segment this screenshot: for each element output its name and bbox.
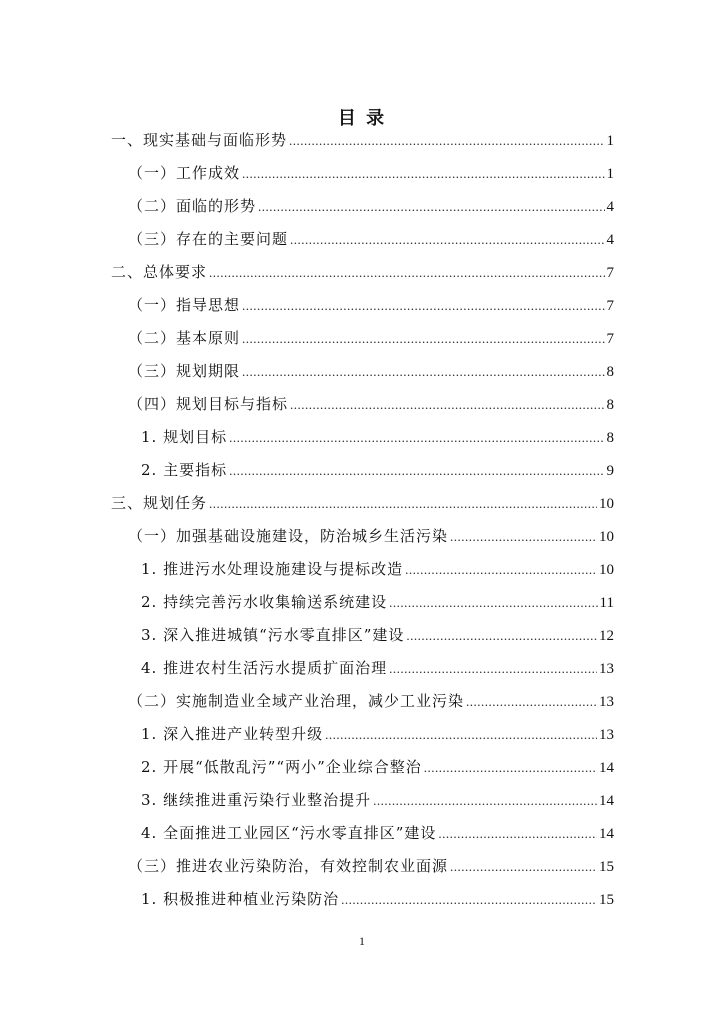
toc-entry[interactable] xyxy=(128,228,614,250)
toc-entry[interactable] xyxy=(141,657,614,679)
toc-entry[interactable] xyxy=(141,822,614,844)
toc-leader-dots xyxy=(290,229,604,251)
toc-entry-label: （二）实施制造业全域产业治理，减少工业污染 xyxy=(128,692,465,710)
toc-entry-page: 13 xyxy=(599,694,614,710)
toc-leader-dots xyxy=(389,658,597,680)
toc-entry-label: 1. 推进污水处理设施建设与提标改造 xyxy=(141,560,404,578)
toc-leader-dots xyxy=(229,427,604,449)
toc-entry-page: 9 xyxy=(606,463,614,479)
toc-leader-dots xyxy=(405,559,597,581)
toc-entry-page: 14 xyxy=(599,826,614,842)
page-number: 1 xyxy=(359,934,365,948)
toc-entry-label: 2. 开展“低散乱污”“两小”企业综合整治 xyxy=(141,758,422,776)
toc-leader-dots xyxy=(229,460,604,482)
toc-leader-dots xyxy=(209,493,597,515)
toc-entry[interactable] xyxy=(128,525,614,547)
toc-entry-label: 2. 主要指标 xyxy=(141,461,228,479)
toc-leader-dots xyxy=(466,691,597,713)
toc-entry[interactable] xyxy=(128,855,614,877)
toc-leader-dots xyxy=(209,262,604,284)
toc-entry-label: （三）规划期限 xyxy=(128,362,241,380)
toc-entry-label: 4. 全面推进工业园区“污水零直排区”建设 xyxy=(141,824,437,842)
toc-leader-dots xyxy=(373,790,597,812)
toc-entry[interactable] xyxy=(141,624,614,646)
toc-entry[interactable] xyxy=(111,492,614,514)
toc-leader-dots xyxy=(290,394,604,416)
toc-entry-page: 12 xyxy=(599,628,614,644)
toc-entry-label: 二、总体要求 xyxy=(111,263,208,281)
toc-entry-page: 13 xyxy=(599,727,614,743)
toc-leader-dots xyxy=(289,130,604,152)
toc-entry-page: 7 xyxy=(606,298,614,314)
toc-entry-label: 1. 规划目标 xyxy=(141,428,228,446)
toc-entry-page: 7 xyxy=(606,265,614,281)
toc-entry-label: 三、规划任务 xyxy=(111,494,208,512)
toc-leader-dots xyxy=(406,625,597,647)
toc-leader-dots xyxy=(325,724,597,746)
toc-entry-label: 1. 深入推进产业转型升级 xyxy=(141,725,324,743)
toc-entry-page: 10 xyxy=(599,496,614,512)
toc-entry[interactable] xyxy=(111,261,614,283)
toc-entry-label: 1. 积极推进种植业污染防治 xyxy=(141,890,340,908)
toc-entry-page: 15 xyxy=(599,892,614,908)
toc-entry[interactable] xyxy=(141,723,614,745)
toc-leader-dots xyxy=(424,757,597,779)
toc-entry[interactable] xyxy=(141,591,614,613)
toc-entry-label: （一）加强基础设施建设，防治城乡生活污染 xyxy=(128,527,449,545)
toc-entry[interactable] xyxy=(141,426,614,448)
toc-entry-page: 8 xyxy=(606,430,614,446)
toc-entry[interactable] xyxy=(141,558,614,580)
toc-entry[interactable] xyxy=(128,393,614,415)
toc-entry[interactable] xyxy=(111,129,614,151)
toc-entry-label: （二）基本原则 xyxy=(128,329,241,347)
toc-entry-label: 3. 继续推进重污染行业整治提升 xyxy=(141,791,372,809)
toc-entry-page: 13 xyxy=(599,661,614,677)
toc-entry-label: （二）面临的形势 xyxy=(128,197,257,215)
toc-leader-dots xyxy=(242,361,604,383)
toc-entry-label: 4. 推进农村生活污水提质扩面治理 xyxy=(141,659,388,677)
toc-entry[interactable] xyxy=(128,195,614,217)
toc-entry-page: 1 xyxy=(606,133,614,149)
toc-entry-page: 1 xyxy=(606,166,614,182)
toc-entry[interactable] xyxy=(128,327,614,349)
toc-entry[interactable] xyxy=(128,162,614,184)
toc-leader-dots xyxy=(450,856,597,878)
toc-entry-page: 7 xyxy=(606,331,614,347)
toc-entry-page: 11 xyxy=(599,595,614,611)
toc-title: 目 录 xyxy=(337,108,387,129)
toc-entry[interactable] xyxy=(128,360,614,382)
toc-leader-dots xyxy=(242,163,604,185)
toc-entry[interactable] xyxy=(141,888,614,910)
toc-entry-label: （一）工作成效 xyxy=(128,164,241,182)
toc-entry-page: 8 xyxy=(606,397,614,413)
toc-leader-dots xyxy=(258,196,604,218)
toc-entry-label: （一）指导思想 xyxy=(128,296,241,314)
toc-entry[interactable] xyxy=(128,690,614,712)
toc-leader-dots xyxy=(242,295,604,317)
toc-leader-dots xyxy=(389,592,597,614)
toc-leader-dots xyxy=(242,328,604,350)
toc-leader-dots xyxy=(341,889,597,911)
toc-leader-dots xyxy=(438,823,597,845)
toc-entry[interactable] xyxy=(128,294,614,316)
toc-entry-page: 14 xyxy=(599,793,614,809)
toc-entry-page: 4 xyxy=(606,199,614,215)
toc-entry-label: 一、现实基础与面临形势 xyxy=(111,131,288,149)
toc-entry-page: 14 xyxy=(599,760,614,776)
toc-entry-page: 10 xyxy=(599,562,614,578)
toc-entry-page: 10 xyxy=(599,529,614,545)
toc-entry-page: 15 xyxy=(599,859,614,875)
toc-entry-label: 2. 持续完善污水收集输送系统建设 xyxy=(141,593,388,611)
toc-entry-page: 8 xyxy=(606,364,614,380)
toc-entry-label: 3. 深入推进城镇“污水零直排区”建设 xyxy=(141,626,405,644)
toc-entry-label: （三）推进农业污染防治，有效控制农业面源 xyxy=(128,857,449,875)
toc-entry-label: （四）规划目标与指标 xyxy=(128,395,289,413)
toc-leader-dots xyxy=(450,526,597,548)
toc-entry[interactable] xyxy=(141,756,614,778)
toc-entry[interactable] xyxy=(141,459,614,481)
toc-entry-page: 4 xyxy=(606,232,614,248)
toc-entry[interactable] xyxy=(141,789,614,811)
toc-entry-label: （三）存在的主要问题 xyxy=(128,230,289,248)
